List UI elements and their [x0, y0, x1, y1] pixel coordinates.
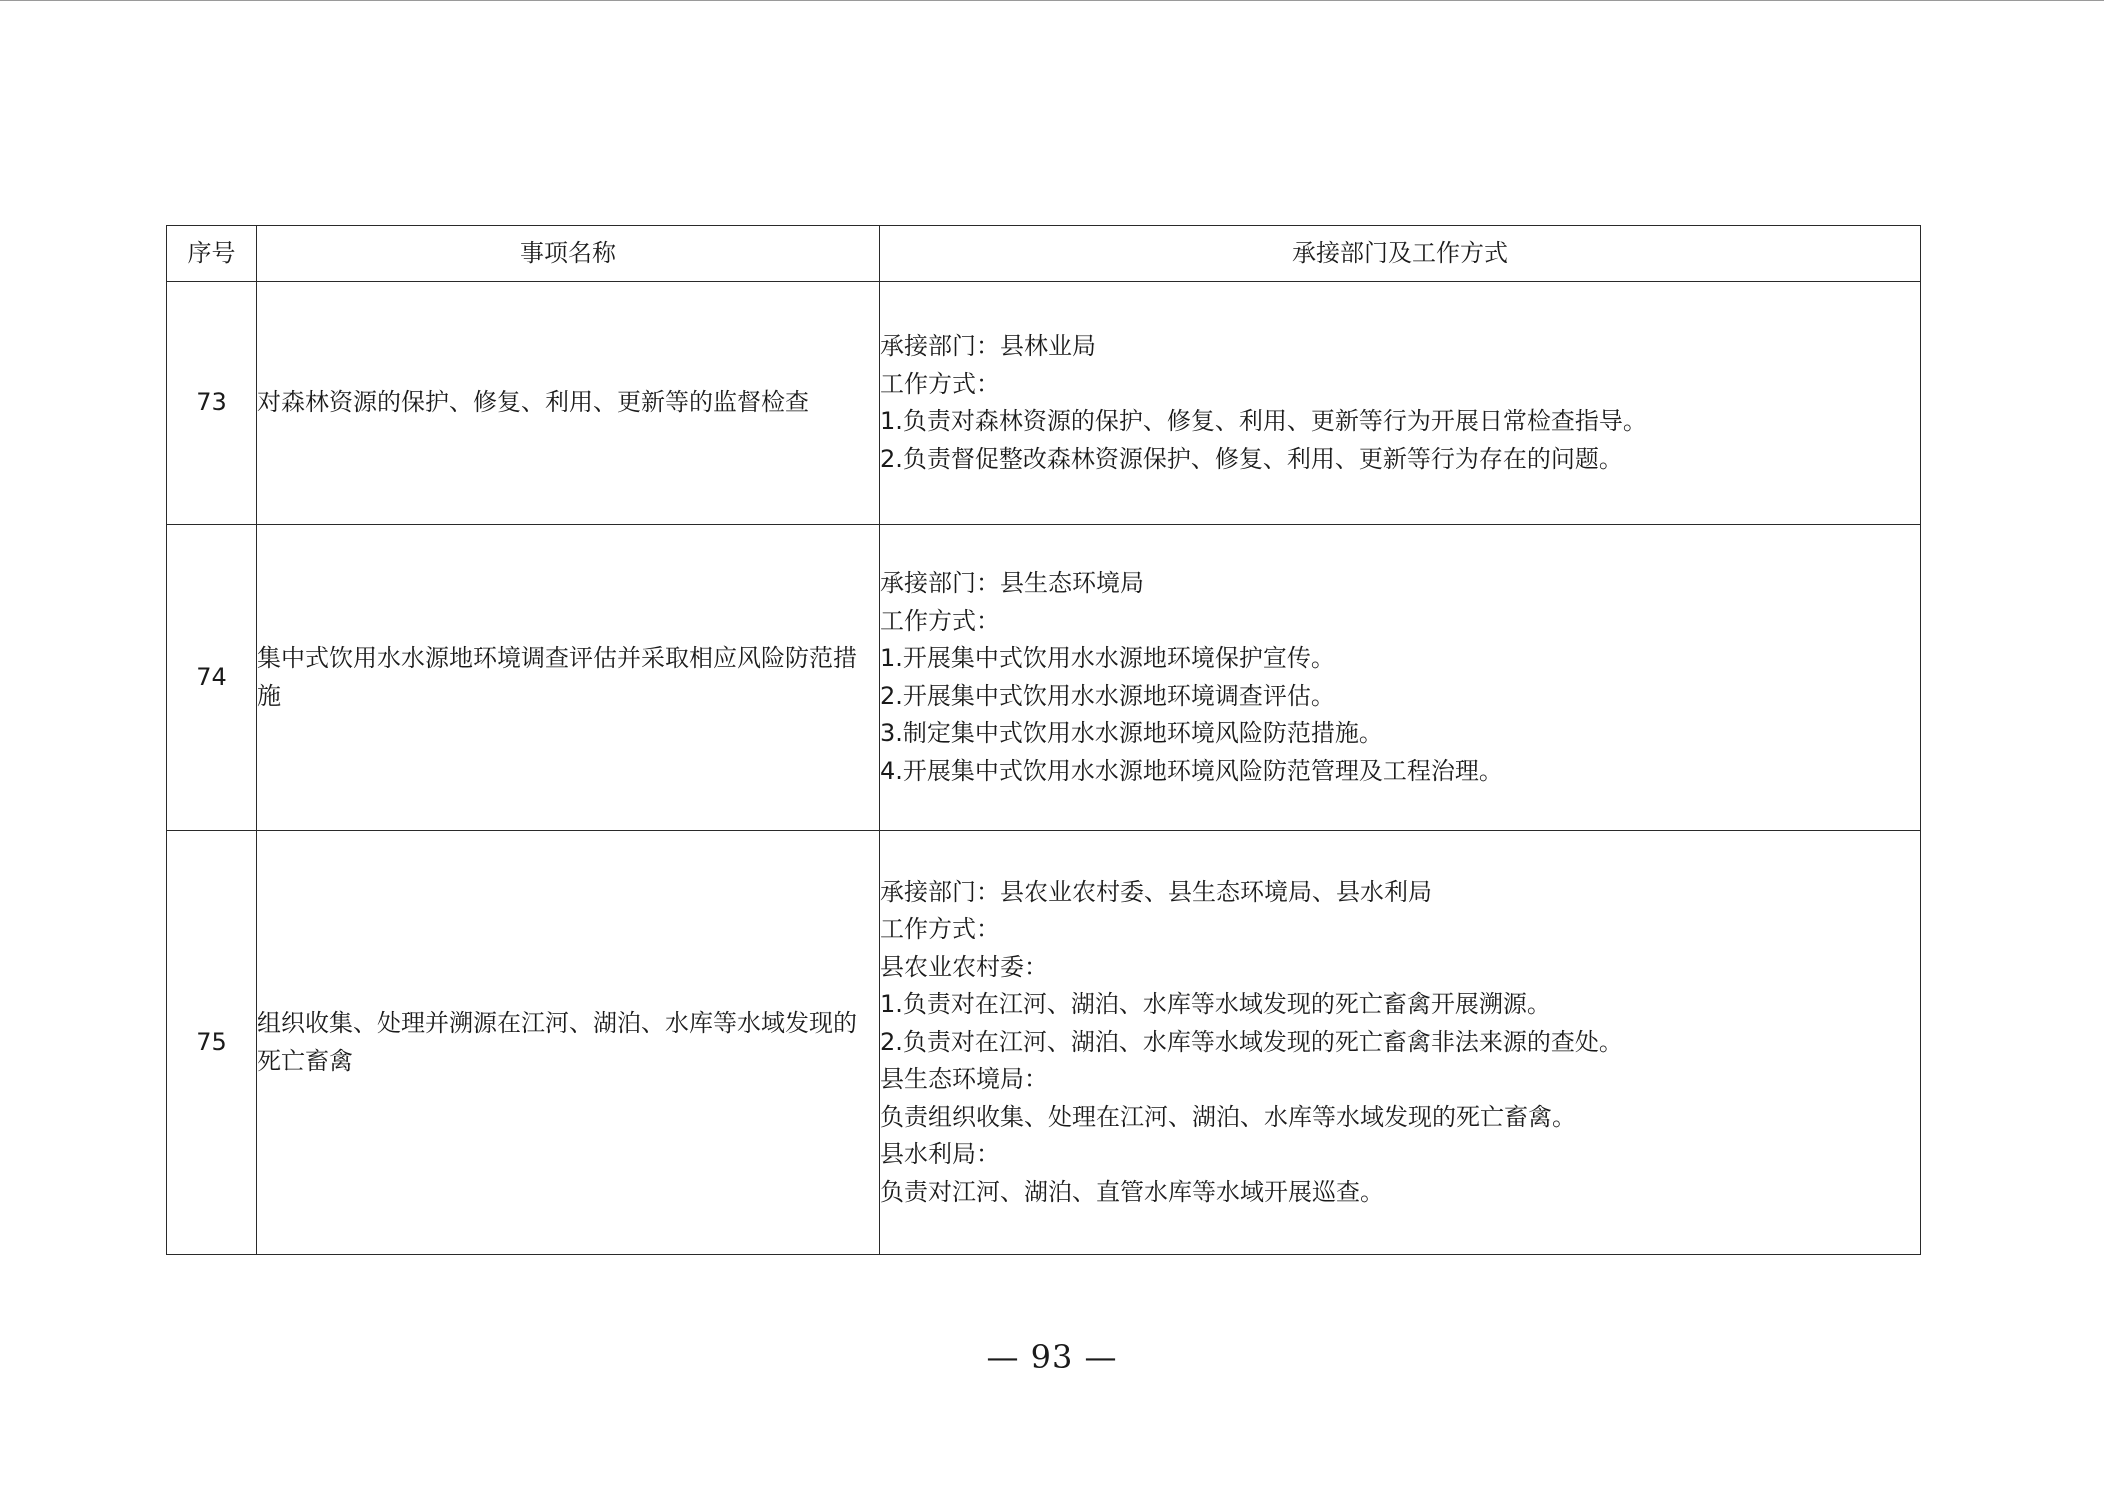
row-item-name [257, 831, 880, 1255]
row-item-name [257, 525, 880, 831]
method-line: 负责对江河、湖泊、直管水库等水域开展巡查。 [880, 1177, 1384, 1206]
table-row [167, 831, 1921, 1255]
method-line: 1.开展集中式饮用水水源地环境保护宣传。 [880, 644, 1335, 672]
row-index: 74 [167, 525, 257, 831]
header-dept-method: 承接部门及工作方式 [880, 226, 1921, 282]
header-index: 序号 [167, 226, 257, 282]
method-line: 承接部门：县农业农村委、县生态环境局、县水利局 [880, 877, 1432, 906]
row-dept-method [880, 525, 1921, 831]
method-line: 2.负责对在江河、湖泊、水库等水域发现的死亡畜禽非法来源的查处。 [880, 1027, 1623, 1056]
method-line: 县农业农村委： [880, 952, 1048, 981]
table-row [167, 282, 1921, 525]
method-line: 工作方式： [880, 915, 1000, 944]
method-line: 4.开展集中式饮用水水源地环境风险防范管理及工程治理。 [880, 756, 1503, 785]
row-index: 75 [167, 831, 257, 1255]
header-item-name: 事项名称 [257, 226, 880, 282]
top-border-line [0, 0, 2104, 1]
row-dept-method [880, 282, 1921, 525]
item-name-text: 对森林资源的保护、修复、利用、更新等的监督检查 [257, 388, 809, 417]
method-line: 2.负责督促整改森林资源保护、修复、利用、更新等行为存在的问题。 [880, 444, 1623, 473]
method-line: 工作方式： [880, 369, 1000, 398]
method-line: 1.负责对森林资源的保护、修复、利用、更新等行为开展日常检查指导。 [880, 407, 1647, 435]
row-index: 73 [167, 282, 257, 525]
matters-table [166, 225, 1921, 1255]
method-line: 2.开展集中式饮用水水源地环境调查评估。 [880, 681, 1335, 710]
item-name-text: 组织收集、处理并溯源在江河、湖泊、水库等水域发现的死亡畜禽 [257, 1009, 857, 1075]
method-line: 县水利局： [880, 1140, 1000, 1169]
table-header-row [167, 226, 1921, 282]
item-name-text: 集中式饮用水水源地环境调查评估并采取相应风险防范措施 [257, 644, 857, 710]
method-line: 承接部门：县生态环境局 [880, 569, 1144, 597]
method-line: 3.制定集中式饮用水水源地环境风险防范措施。 [880, 719, 1383, 747]
page-number: — 93 — [986, 1338, 1118, 1376]
table-row [167, 525, 1921, 831]
method-line: 县生态环境局： [880, 1065, 1048, 1094]
method-line: 工作方式： [880, 606, 1000, 635]
row-dept-method [880, 831, 1921, 1255]
method-line: 承接部门：县林业局 [880, 332, 1096, 360]
method-line: 负责组织收集、处理在江河、湖泊、水库等水域发现的死亡畜禽。 [880, 1102, 1576, 1131]
row-item-name [257, 282, 880, 525]
method-line: 1.负责对在江河、湖泊、水库等水域发现的死亡畜禽开展溯源。 [880, 990, 1551, 1019]
